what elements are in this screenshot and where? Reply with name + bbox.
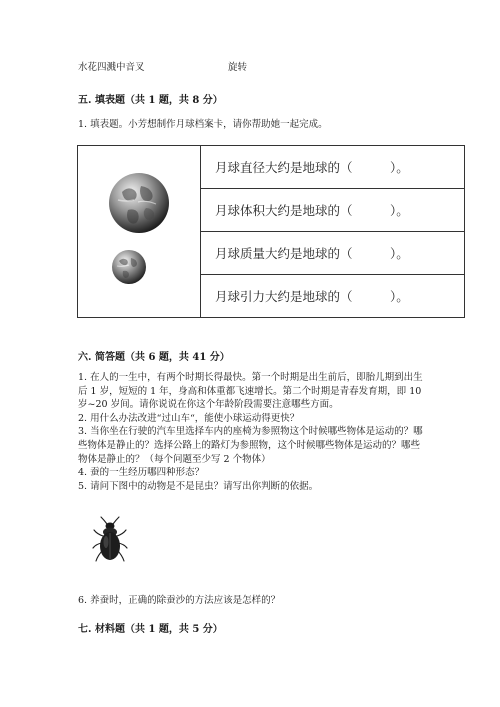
table-row-diameter: 月球直径大约是地球的（ ）。 (201, 146, 465, 189)
question-1: 1. 在人的一生中，有两个时期长得最快。第一个时期是出生前后，即胎儿期到出生后 1 岁，短短的 1 年，身高和体重都飞速增长。第二个时期是青春发育期，即 10 岁~20 岁间。请你说说在你这个年龄阶段需要注意哪些方面。 (78, 372, 423, 411)
moon-table (77, 145, 465, 318)
earth-globe-large-icon (108, 172, 170, 234)
question-6: 6. 养蚕时，正确的除蚕沙的方法应该是怎样的？ (78, 595, 281, 606)
question-2: 2. 用什么办法改进“过山车“，能使小球运动得更快？ (78, 412, 300, 424)
section6-questions (78, 371, 423, 493)
table-row-gravity: 月球引力大约是地球的（ ）。 (201, 275, 465, 318)
header-right-text: 旋转 (228, 62, 248, 73)
question-5: 5. 请问下图中的动物是不是昆虫？请写出你判断的依据。 (78, 480, 319, 492)
table-row-mass: 月球质量大约是地球的（ ）。 (201, 232, 465, 275)
section7-heading: 七. 材料题（共 1 题，共 5 分） (78, 624, 223, 635)
question-4: 4. 蚕的一生经历哪四种形态？ (78, 467, 205, 479)
question-3: 3. 当你坐在行驶的汽车里选择车内的座椅为参照物这个时候哪些物体是运动的？哪些物体是静止的？选择公路上的路灯为参照物，这个时候哪些物体是运动的？哪些物体是静止的？（每个问题至少写 2 个物体） (78, 426, 423, 465)
beetle-icon (91, 516, 129, 566)
section5-question: 1. 填表题。小芳想制作月球档案卡，请你帮助她一起完成。 (78, 119, 328, 130)
header-left-text: 水花四溅中音叉 (78, 62, 145, 73)
section5-heading: 五. 填表题（共 1 题，共 8 分） (78, 95, 223, 106)
section6-heading: 六. 简答题（共 6 题，共 41 分） (78, 352, 230, 363)
table-row-volume: 月球体积大约是地球的（ ）。 (201, 189, 465, 232)
earth-globe-small-icon (111, 249, 147, 285)
earth-moon-image-cell (78, 146, 201, 318)
